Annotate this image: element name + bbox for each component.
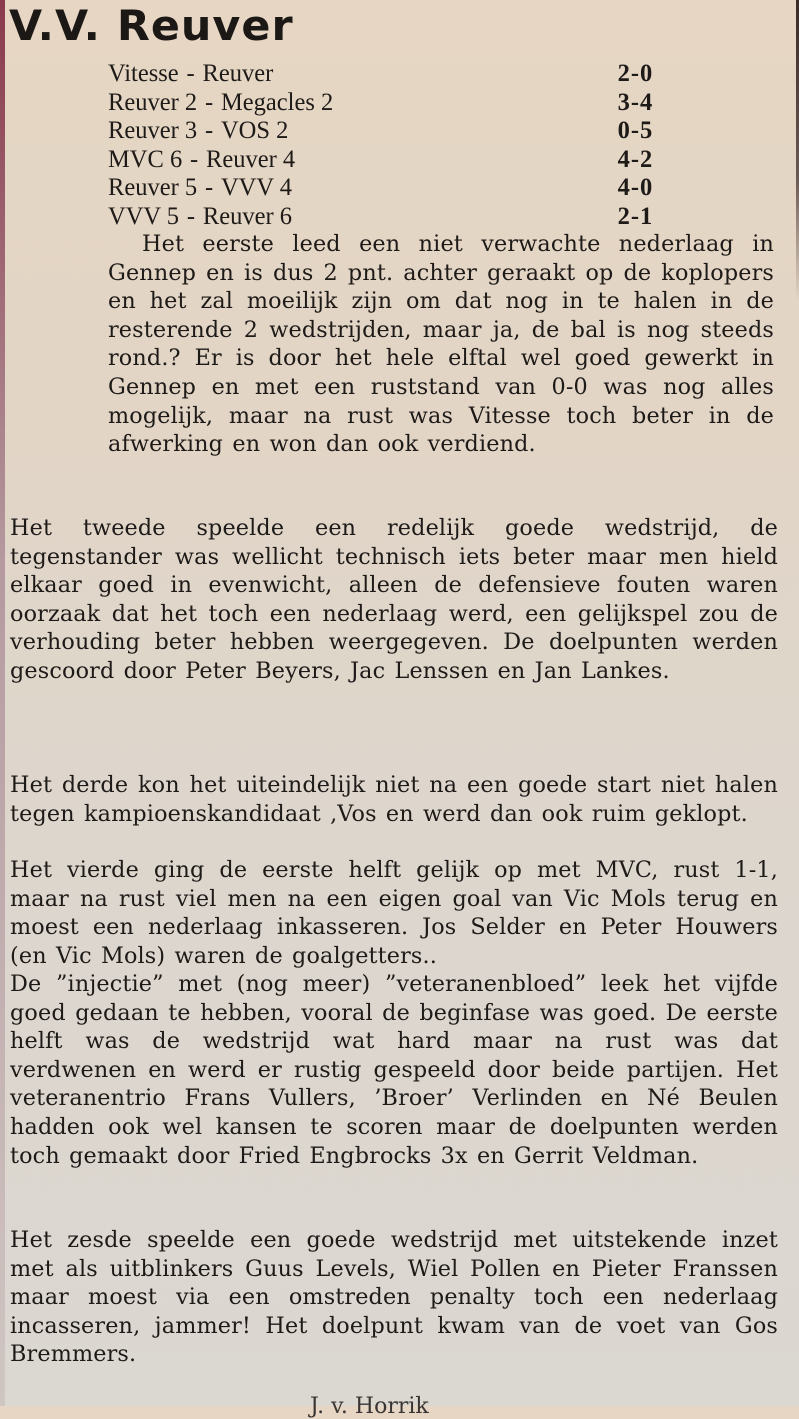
score: 2-1 [617, 202, 654, 230]
separator: - [190, 145, 199, 173]
separator: - [186, 202, 196, 230]
result-row [108, 89, 696, 118]
score: 0-5 [617, 117, 654, 144]
home-team: MVC 6 [108, 145, 183, 173]
score: 3-4 [617, 88, 654, 116]
paragraph-fourth-team: Het vierde ging de eerste helft gelijk op met MVC, rust 1-1, maar na rust viel men na een eigen goal van Vic Mols terug en moest een nederlaag inkasseren. Jos Selder en Peter Houwers (en Vic Mols) waren de goalgetters.. [10, 857, 778, 969]
paragraph-third-team: Het derde kon het uiteindelijk niet na een goede start niet halen tegen kampioenskandidaat ,Vos en werd dan ook ruim geklopt. [10, 772, 778, 827]
away-team: Reuver [202, 60, 274, 87]
home-team: Reuver 2 [108, 88, 198, 116]
separator: - [186, 60, 195, 87]
paragraph-first-team: Het eerste leed een niet verwachte nederlaag in Gennep en is dus 2 pnt. achter geraakt op de koplopers en het zal moeilijk zijn om dat nog in te halen in de resterende 2 wedstrijden, maar ja, de bal is nog steeds rond.? Er is door het hele elftal wel goed gewerkt in Gennep en met een ruststand van 0-0 was nog alles mogelijk, maar na rust was Vitesse toch beter in de afwerking en won dan ook verdiend. [108, 231, 774, 458]
score: 4-0 [617, 174, 654, 201]
score: 4-2 [617, 145, 654, 173]
home-team: Vitesse [108, 60, 179, 87]
result-row [108, 60, 696, 89]
results-table [108, 60, 708, 231]
paragraph-second-team: Het tweede speelde een redelijk goede wedstrijd, de tegenstander was wellicht technisch iets beter maar men hield elkaar goed in evenwicht, alleen de defensieve fouten waren oorzaak dat het toch een nederlaag werd, een gelijkspel zou de verhouding beter hebben weergegeven. De doelpunten werden gescoord door Peter Beyers, Jac Lenssen en Jan Lankes. [10, 515, 778, 684]
paragraph-fifth-team: De ”injectie” met (nog meer) ”veteranenbloed” leek het vijfde goed gedaan te hebben, vooral de beginfase was goed. De eerste helft was de wedstrijd wat hard maar na rust was dat verdwenen en werd er rustig gespeeld door beide partijen. Het veteranentrio Frans Vullers, ’Broer’ Verlinden en Né Beulen hadden ook wel kansen te scoren maar de doelpunten werden toch gemaakt door Fried Engbrocks 3x en Gerrit Veldman. [10, 971, 778, 1169]
separator: - [204, 88, 214, 116]
cutoff-signature: J. v. Horrik [310, 1394, 429, 1419]
away-team: Reuver 6 [202, 202, 292, 230]
result-row [108, 203, 696, 232]
separator: - [204, 117, 214, 144]
away-team: VOS 2 [220, 117, 289, 144]
away-team: VVV 4 [220, 174, 292, 201]
away-team: Reuver 4 [206, 145, 296, 173]
result-row [108, 174, 696, 203]
article-title: V.V. Reuver [9, 1, 294, 50]
home-team: Reuver 5 [108, 174, 198, 201]
separator: - [204, 174, 214, 201]
result-row [108, 117, 696, 146]
paragraph-sixth-team: Het zesde speelde een goede wedstrijd met uitstekende inzet met als uitblinkers Guus Levels, Wiel Pollen en Pieter Franssen maar moest via een omstreden penalty toch een nederlaag incasseren, jammer! Het doelpunt kwam van de voet van Gos Bremmers. [10, 1227, 778, 1368]
result-row [108, 146, 696, 175]
home-team: Reuver 3 [108, 117, 198, 144]
clipping-left-edge [0, 0, 5, 1406]
away-team: Megacles 2 [220, 88, 334, 116]
score: 2-0 [617, 60, 654, 87]
home-team: VVV 5 [108, 202, 180, 230]
